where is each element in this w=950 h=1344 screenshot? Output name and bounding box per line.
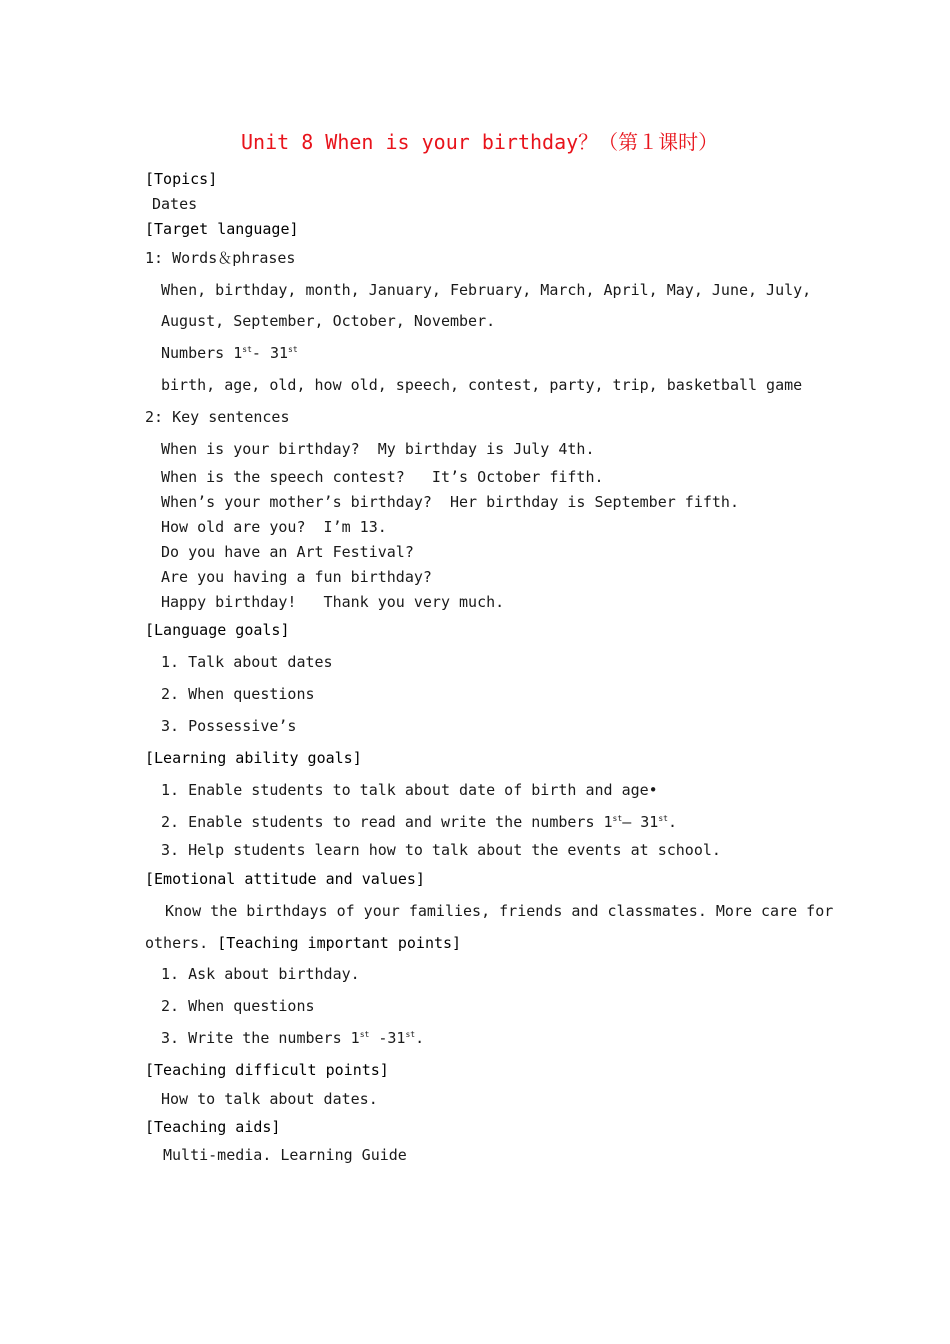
important-point-3 — [161, 1028, 424, 1048]
numbers-sup-1: st — [242, 345, 252, 354]
important-point-1: 1. Ask about birthday. — [161, 965, 360, 983]
teaching-aids-value: Multi-media. Learning Guide — [163, 1146, 407, 1164]
ability-goal-3: 3. Help students learn how to talk about the events at school. — [161, 841, 721, 859]
important-3-prefix: 3. Write the numbers 1 — [161, 1029, 360, 1047]
ability-goal-2 — [161, 812, 677, 832]
difficult-points-value: How to talk about dates. — [161, 1090, 378, 1108]
sentence-3: When’s your mother’s birthday? Her birthday is September fifth. — [161, 493, 739, 511]
numbers-line — [161, 343, 298, 363]
language-goal-2: 2. When questions — [161, 685, 315, 703]
ability-2-sup-2: st — [658, 814, 668, 823]
difficult-points-heading: [Teaching difficult points] — [145, 1061, 389, 1079]
important-3-mid: -31 — [369, 1029, 406, 1047]
numbers-prefix: Numbers 1 — [161, 344, 243, 362]
important-3-sup-1: st — [359, 1030, 370, 1039]
emotional-line-2 — [145, 933, 461, 953]
topics-value: Dates — [152, 195, 198, 213]
emotional-line-2-text: others. — [145, 934, 209, 952]
emotional-heading: [Emotional attitude and values] — [145, 870, 425, 888]
words-phrases-heading: 1: Words＆phrases — [145, 249, 296, 267]
ability-2-end: . — [667, 813, 677, 831]
ability-2-sup-1: st — [612, 814, 623, 823]
sentence-7: Happy birthday! Thank you very much. — [161, 593, 505, 611]
key-sentences-heading: 2: Key sentences — [145, 408, 290, 426]
words-line-2: August, September, October, November. — [161, 312, 496, 330]
sentence-4: How old are you? I’m 13. — [161, 518, 387, 536]
sentence-1: When is your birthday? My birthday is July 4th. — [161, 440, 595, 458]
page-title: Unit 8 When is your birthday？（第１课时） — [241, 130, 719, 154]
ability-2-prefix: 2. Enable students to read and write the numbers 1 — [161, 813, 613, 831]
teaching-aids-heading: [Teaching aids] — [145, 1118, 281, 1136]
emotional-line-1: Know the birthdays of your families, friends and classmates. More care for — [165, 902, 834, 920]
important-points-heading: [Teaching important points] — [217, 934, 462, 952]
language-goal-1: 1. Talk about dates — [161, 653, 333, 671]
phrases-line: birth, age, old, how old, speech, contest, party, trip, basketball game — [161, 376, 803, 394]
important-3-end: . — [415, 1029, 425, 1047]
sentence-6: Are you having a fun birthday? — [161, 568, 432, 586]
language-goal-3: 3. Possessive’s — [161, 717, 297, 735]
sentence-5: Do you have an Art Festival? — [161, 543, 414, 561]
words-line-1: When, birthday, month, January, February, March, April, May, June, July, — [161, 281, 812, 299]
numbers-mid: - 31 — [251, 344, 289, 362]
important-point-2: 2. When questions — [161, 997, 315, 1015]
topics-heading: [Topics] — [145, 170, 218, 188]
important-3-sup-2: st — [405, 1030, 416, 1039]
ability-goals-heading: [Learning ability goals] — [145, 749, 362, 767]
numbers-sup-2: st — [288, 345, 298, 354]
ability-2-mid: — 31 — [622, 813, 659, 831]
target-language-heading: [Target language] — [145, 220, 299, 238]
language-goals-heading: [Language goals] — [145, 621, 290, 639]
ability-goal-1: 1. Enable students to talk about date of birth and age• — [161, 781, 658, 799]
sentence-2: When is the speech contest? It’s October fifth. — [161, 468, 604, 486]
